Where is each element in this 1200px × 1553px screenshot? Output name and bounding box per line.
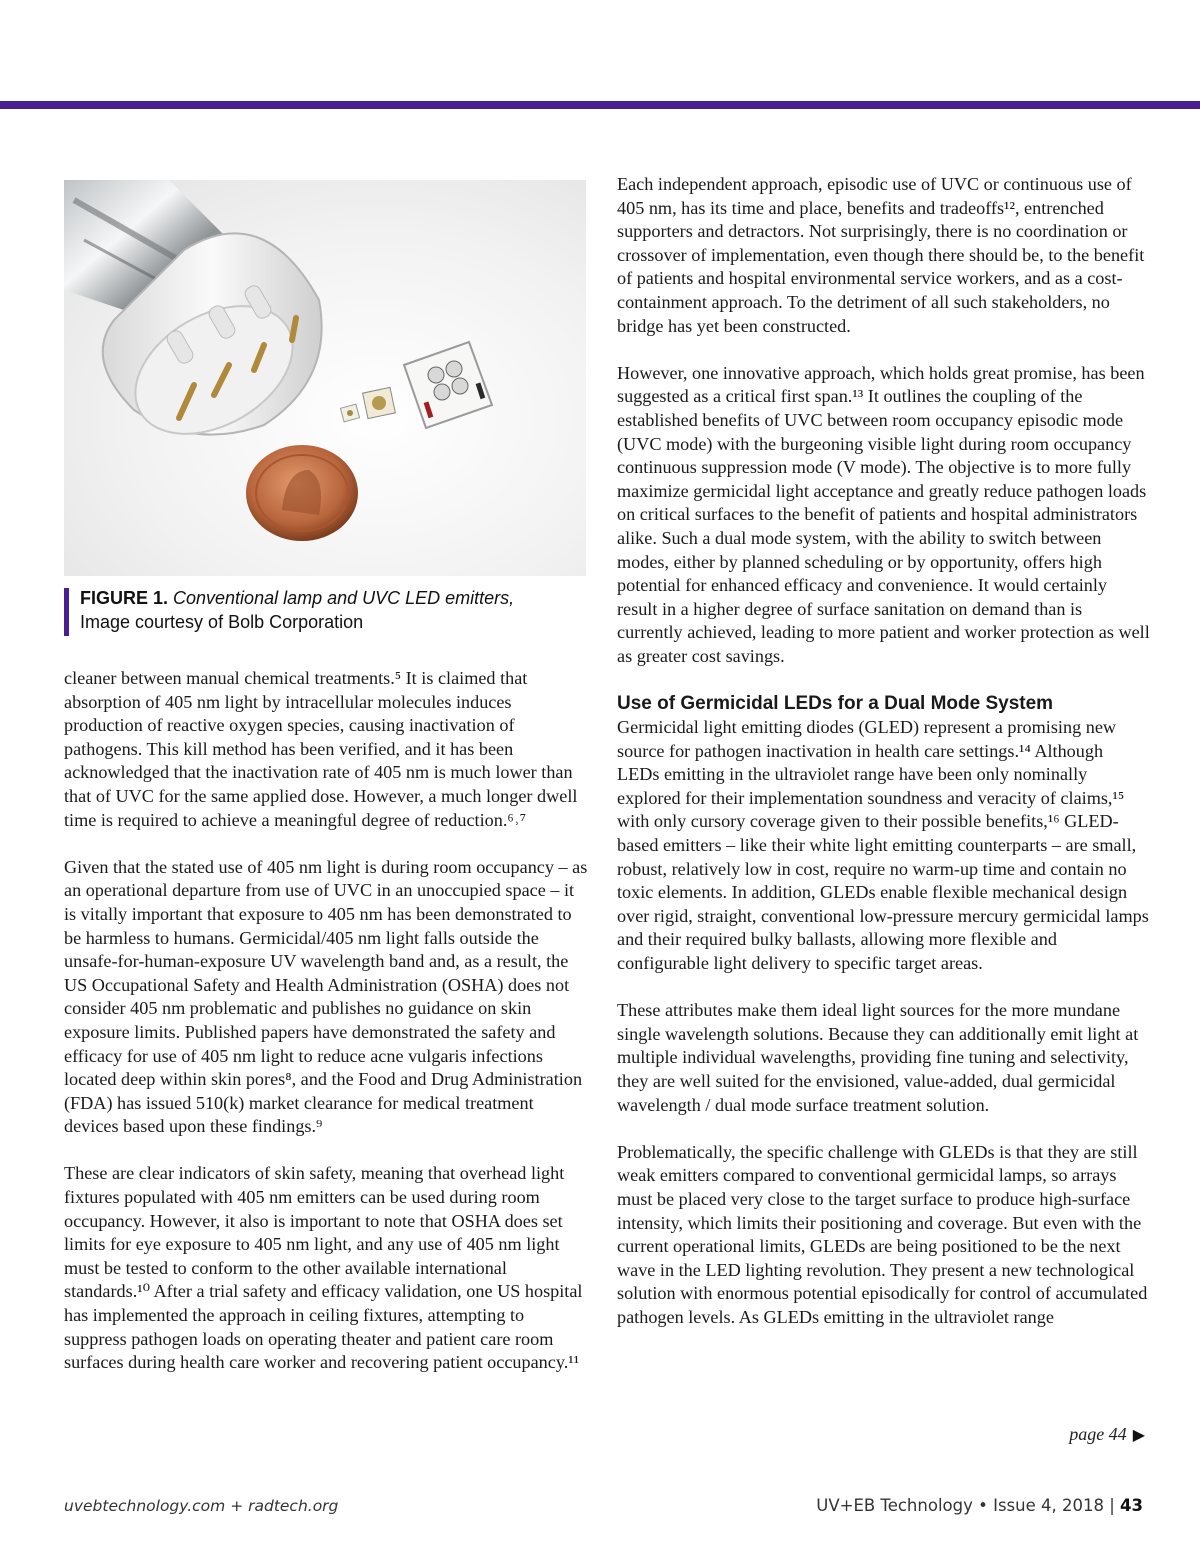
triangle-right-icon: ▶ (1132, 1427, 1145, 1444)
body-paragraph: Germicidal light emitting diodes (GLED) represent a promising new source for pathogen inactivation in health care settings.¹⁴ Although LEDs emitting in the ultraviolet range have been only nominally explored for their implementation soundness and veracity of claims,¹⁵ with only cursory coverage given to their possible benefits,¹⁶ GLED-based emitters – like their white light emitting counterparts – are small, robust, relatively low in cost, require no warm-up time and contain no toxic elements. In addition, GLEDs enable flexible mechanical design over rigid, straight, conventional low-pressure mercury germicidal lamps and their required bulky ballasts, allowing more flexible and configurable light delivery to specific target areas. (617, 717, 1149, 973)
figure-label: FIGURE 1. (80, 588, 169, 608)
footer-separator: | (1103, 1496, 1121, 1515)
section-heading: Use of Germicidal LEDs for a Dual Mode System (617, 693, 1054, 715)
right-text-column (617, 173, 1150, 1353)
footer-websites: uvebtechnology.com + radtech.org (64, 1497, 339, 1515)
footer-publication-info (816, 1496, 1143, 1515)
body-paragraph: cleaner between manual chemical treatments.⁵ It is claimed that absorption of 405 nm light by intracellular molecules induces production of reactive oxygen species, causing inactivation of pathogens. This kill method has been verified, and it has been acknowledged that the inactivation rate of 405 nm is much lower than that of UVC for the same applied dose. However, a much longer dwell time is required to achieve a meaningful degree of reduction.⁶˒⁷ (64, 668, 578, 830)
left-text-column (64, 667, 590, 1398)
body-paragraph: Each independent approach, episodic use of UVC or continuous use of 405 nm, has its time and place, benefits and tradeoffs¹², entrenched supporters and detractors. Not surprisingly, there is no coordination or crossover of implementation, even though there should be, to the benefit of patients and hospital environmental service workers, and as a cost-containment approach. To the detriment of all such stakeholders, no bridge has yet been constructed. (617, 174, 1145, 336)
caption-accent-bar (64, 588, 69, 636)
figure-caption (64, 586, 586, 638)
figure-caption-text: Conventional lamp and UVC LED emitters, (168, 588, 515, 608)
penny-coin (246, 445, 358, 541)
figure-credit: Image courtesy of Bolb Corporation (80, 612, 364, 632)
medium-led-chip (363, 387, 396, 418)
small-led-chip (340, 404, 359, 422)
continued-page-text: page 44 (1069, 1424, 1127, 1444)
header-accent-bar (0, 101, 1200, 109)
body-paragraph: These attributes make them ideal light sources for the more mundane single wavelength solutions. Because they can additionally emit light at multiple individual wavelengths, providing fine tuning and selectivity, they are well suited for the envisioned, value-added, dual germicidal wavelength / dual mode surface treatment solution. (617, 1000, 1139, 1115)
body-paragraph: However, one innovative approach, which holds great promise, has been suggested as a critical first span.¹³ It outlines the coupling of the established benefits of UVC between room occupancy episodic mode (UVC mode) with the burgeoning visible light during room occupancy continuous suppression mode (V mode). The objective is to more fully maximize germicidal light acceptance and greatly reduce pathogen loads on critical surfaces to the benefit of patients and hospital administrators alike. Such a dual mode system, with the ability to switch between modes, either by planned scheduling or by opportunity, offers high potential for enhanced efficacy and convenience. It would certainly result in a higher degree of surface sanitation on demand than is currently achieved, leading to more patient and worker protection as well as greater cost savings. (617, 362, 1150, 666)
body-paragraph: These are clear indicators of skin safety, meaning that overhead light fixtures populated with 405 nm emitters can be used during room occupancy. However, it also is important to note that OSHA does set limits for eye exposure to 405 nm light, and any use of 405 nm light must be tested to conform to the other available international standards.¹⁰ After a trial safety and efficacy validation, one US hospital has implemented the approach in ceiling fixtures, attempting to suppress pathogen loads on operating theater and patient care room surfaces during health care worker and recovering patient occupancy.¹¹ (64, 1163, 583, 1373)
led-array-board (404, 342, 492, 428)
page-number: 43 (1120, 1496, 1143, 1515)
footer-publication: UV+EB Technology • Issue 4, 2018 (816, 1496, 1104, 1515)
lamp-and-led-illustration (64, 180, 586, 576)
body-paragraph: Problematically, the specific challenge with GLEDs is that they are still weak emitters compared to conventional germicidal lamps, so arrays must be placed very close to the target surface to produce high-surface intensity, which limits their positioning and coverage. But even with the current operational limits, GLEDs are being positioned to be the next wave in the LED lighting revolution. They present a new technological solution with enormous potential episodically for control of accumulated pathogen levels. As GLEDs emitting in the ultraviolet range (617, 1141, 1148, 1327)
figure-photo (64, 180, 586, 576)
body-paragraph: Given that the stated use of 405 nm light is during room occupancy – as an operational departure from use of UVC in an unoccupied space – it is vitally important that exposure to 405 nm has been demonstrated to be harmless to humans. Germicidal/405 nm light falls outside the unsafe-for-human-exposure UV wavelength band and, as a result, the US Occupational Safety and Health Administration (OSHA) does not consider 405 nm problematic and publishes no guidance on skin exposure limits. Published papers have demonstrated the safety and efficacy for use of 405 nm light to reduce acne vulgaris infections located deep within skin pores⁸, and the Food and Drug Administration (FDA) has issued 510(k) market clearance for medical treatment devices based upon these findings.⁹ (64, 856, 588, 1137)
continued-on-link[interactable] (1069, 1424, 1145, 1445)
